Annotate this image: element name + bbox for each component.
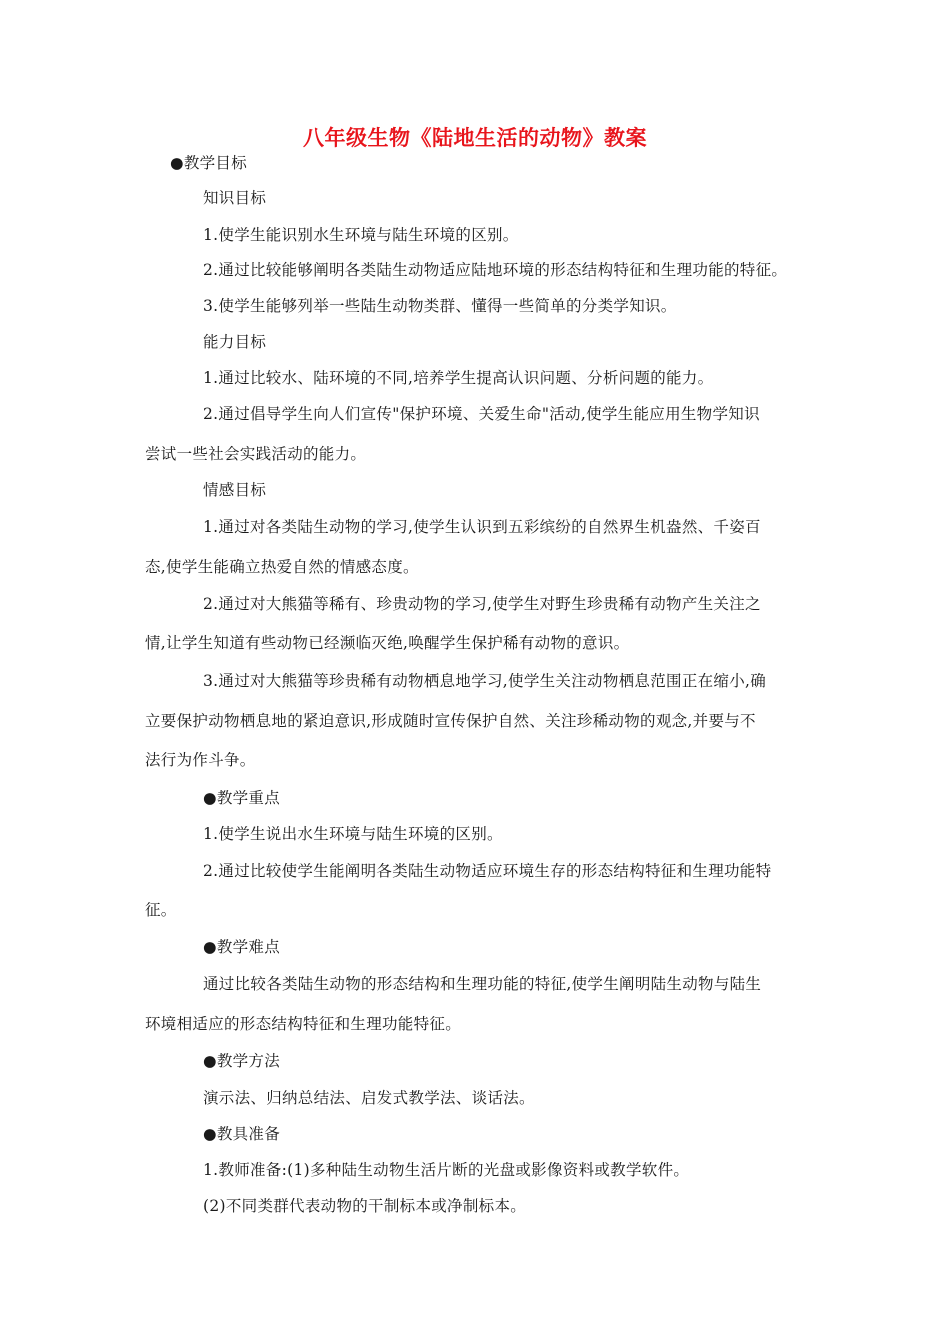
paragraph-ability-2-line2: 尝试一些社会实践活动的能力。 (145, 445, 367, 463)
paragraph-emotion-2-line2: 情,让学生知道有些动物已经濒临灭绝,唤醒学生保护稀有动物的意识。 (145, 634, 630, 652)
subheading-ability-goals: 能力目标 (203, 333, 267, 351)
paragraph-methods: 演示法、归纳总结法、启发式教学法、谈话法。 (203, 1089, 535, 1107)
paragraph-ability-2-line1: 2.通过倡导学生向人们宣传"保护环境、关爱生命"活动,使学生能应用生物学知识 (203, 405, 760, 423)
paragraph-emotion-3-line1: 3.通过对大熊猫等珍贵稀有动物栖息地学习,使学生关注动物栖息范围正在缩小,确 (203, 672, 767, 690)
paragraph-key-2-line1: 2.通过比较使学生能阐明各类陆生动物适应环境生存的形态结构特征和生理功能特 (203, 862, 772, 880)
paragraph-knowledge-2: 2.通过比较能够阐明各类陆生动物适应陆地环境的形态结构特征和生理功能的特征。 (203, 261, 788, 279)
section-teaching-aids: ●教具准备 (203, 1125, 281, 1143)
subheading-knowledge-goals: 知识目标 (203, 189, 267, 207)
section-teaching-methods: ●教学方法 (203, 1052, 281, 1070)
section-teaching-key-points: ●教学重点 (203, 789, 281, 807)
paragraph-emotion-1-line2: 态,使学生能确立热爱自然的情感态度。 (145, 558, 419, 576)
document-title: 八年级生物《陆地生活的动物》教案 (303, 125, 647, 150)
paragraph-ability-1: 1.通过比较水、陆环境的不同,培养学生提高认识问题、分析问题的能力。 (203, 369, 714, 387)
paragraph-emotion-2-line1: 2.通过对大熊猫等稀有、珍贵动物的学习,使学生对野生珍贵稀有动物产生关注之 (203, 595, 761, 613)
paragraph-aids-2: (2)不同类群代表动物的干制标本或净制标本。 (203, 1197, 527, 1215)
paragraph-difficulty-line1: 通过比较各类陆生动物的形态结构和生理功能的特征,使学生阐明陆生动物与陆生 (203, 975, 762, 993)
paragraph-difficulty-line2: 环境相适应的形态结构特征和生理功能特征。 (145, 1015, 462, 1033)
paragraph-aids-1: 1.教师准备:(1)多种陆生动物生活片断的光盘或影像资料或教学软件。 (203, 1161, 690, 1179)
paragraph-knowledge-3: 3.使学生能够列举一些陆生动物类群、懂得一些简单的分类学知识。 (203, 297, 677, 315)
paragraph-emotion-1-line1: 1.通过对各类陆生动物的学习,使学生认识到五彩缤纷的自然界生机盎然、千姿百 (203, 518, 761, 536)
section-teaching-goals: ●教学目标 (170, 154, 248, 172)
section-teaching-difficulties: ●教学难点 (203, 938, 281, 956)
paragraph-emotion-3-line3: 法行为作斗争。 (145, 751, 256, 769)
paragraph-key-1: 1.使学生说出水生环境与陆生环境的区别。 (203, 825, 503, 843)
subheading-emotion-goals: 情感目标 (203, 481, 267, 499)
paragraph-emotion-3-line2: 立要保护动物栖息地的紧迫意识,形成随时宣传保护自然、关注珍稀动物的观念,并要与不 (145, 712, 756, 730)
paragraph-knowledge-1: 1.使学生能识别水生环境与陆生环境的区别。 (203, 226, 519, 244)
paragraph-key-2-line2: 征。 (145, 901, 177, 919)
